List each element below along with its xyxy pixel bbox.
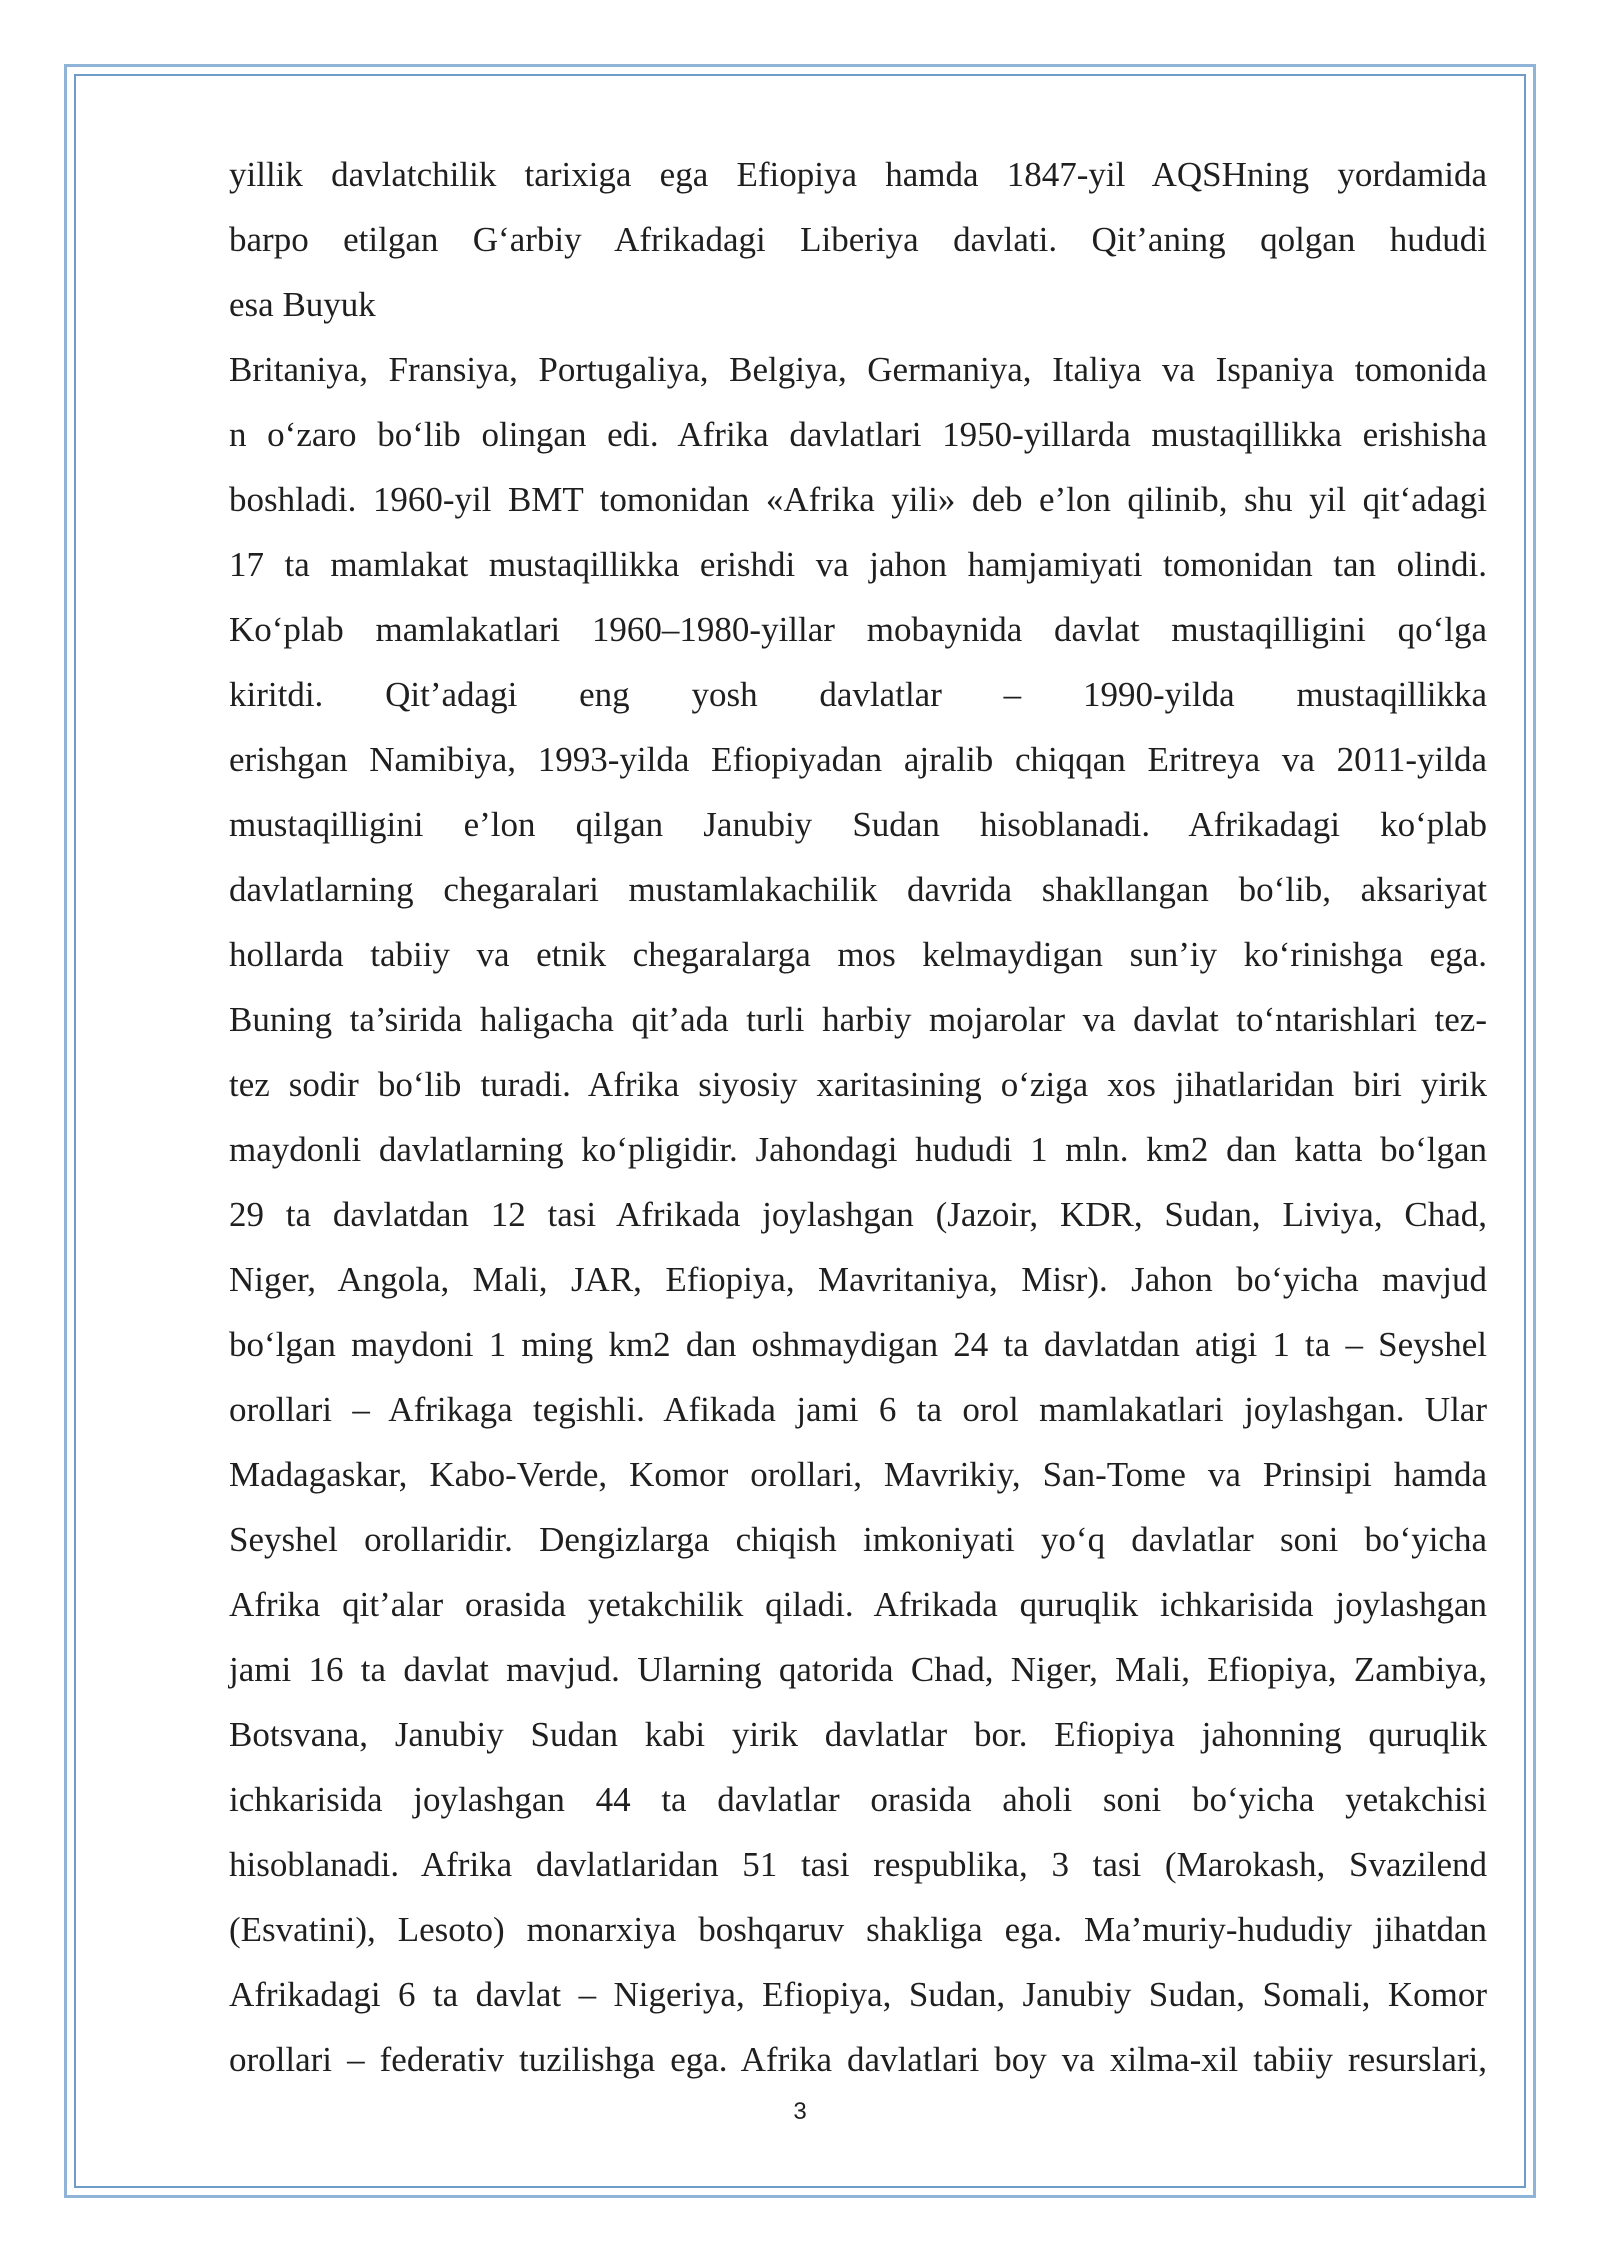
text-line: mustaqilligini e’lon qilgan Janubiy Sudan hisoblanadi. Afrikadagi ko‘plab xyxy=(229,805,1487,844)
text-line: Afrika qit’alar orasida yetakchilik qiladi. Afrikada quruqlik ichkarisida joylashgan xyxy=(229,1585,1487,1624)
text-line: kiritdi. Qit’adagi eng yosh davlatlar – 1990-yilda mustaqillikka xyxy=(229,675,1487,714)
text-line: Afrikadagi 6 ta davlat – Nigeriya, Efiopiya, Sudan, Janubiy Sudan, Somali, Komor xyxy=(229,1975,1487,2014)
text-line: maydonli davlatlarning ko‘pligidir. Jahondagi hududi 1 mln. km2 dan katta bo‘lgan xyxy=(229,1130,1487,1169)
page-number: 3 xyxy=(793,2098,807,2125)
text-line: boshladi. 1960-yil BMT tomonidan «Afrika yili» deb e’lon qilinib, shu yil qit‘adagi xyxy=(229,480,1487,519)
text-line: Niger, Angola, Mali, JAR, Efiopiya, Mavritaniya, Misr). Jahon bo‘yicha mavjud xyxy=(229,1260,1487,1299)
text-line: erishgan Namibiya, 1993-yilda Efiopiyadan ajralib chiqqan Eritreya va 2011-yilda xyxy=(229,740,1487,779)
text-line: Madagaskar, Kabo-Verde, Komor orollari, Mavrikiy, San-Tome va Prinsipi hamda xyxy=(229,1455,1487,1494)
text-line: bo‘lgan maydoni 1 ming km2 dan oshmaydigan 24 ta davlatdan atigi 1 ta – Seyshel xyxy=(229,1325,1487,1364)
text-line: 29 ta davlatdan 12 tasi Afrikada joylashgan (Jazoir, KDR, Sudan, Liviya, Chad, xyxy=(229,1195,1487,1234)
text-line: esa Buyuk xyxy=(229,285,376,324)
text-line: ichkarisida joylashgan 44 ta davlatlar orasida aholi soni bo‘yicha yetakchisi xyxy=(229,1780,1487,1819)
text-line: hisoblanadi. Afrika davlatlaridan 51 tasi respublika, 3 tasi (Marokash, Svazilend xyxy=(229,1845,1487,1884)
text-line: Ko‘plab mamlakatlari 1960–1980-yillar mobaynida davlat mustaqilligini qo‘lga xyxy=(229,610,1487,649)
document-body xyxy=(229,142,1487,2092)
text-line: davlatlarning chegaralari mustamlakachilik davrida shakllangan bo‘lib, aksariyat xyxy=(229,870,1487,909)
text-line: orollari – federativ tuzilishga ega. Afrika davlatlari boy va xilma-xil tabiiy resurslari, xyxy=(229,2040,1487,2079)
text-line: Buning ta’sirida haligacha qit’ada turli harbiy mojarolar va davlat to‘ntarishlari tez- xyxy=(229,1000,1487,1039)
text-line: Britaniya, Fransiya, Portugaliya, Belgiya, Germaniya, Italiya va Ispaniya tomonida xyxy=(229,350,1487,389)
text-line: jami 16 ta davlat mavjud. Ularning qatorida Chad, Niger, Mali, Efiopiya, Zambiya, xyxy=(229,1650,1487,1689)
text-line: yillik davlatchilik tarixiga ega Efiopiya hamda 1847-yil AQSHning yordamida xyxy=(229,155,1487,194)
text-line: Seyshel orollaridir. Dengizlarga chiqish imkoniyati yo‘q davlatlar soni bo‘yicha xyxy=(229,1520,1487,1559)
text-line: orollari – Afrikaga tegishli. Afikada jami 6 ta orol mamlakatlari joylashgan. Ular xyxy=(229,1390,1487,1429)
text-line: 17 ta mamlakat mustaqillikka erishdi va jahon hamjamiyati tomonidan tan olindi. xyxy=(229,545,1487,584)
text-line: tez sodir bo‘lib turadi. Afrika siyosiy xaritasining o‘ziga xos jihatlaridan biri yirik xyxy=(229,1065,1487,1104)
text-line: hollarda tabiiy va etnik chegaralarga mos kelmaydigan sun’iy ko‘rinishga ega. xyxy=(229,935,1487,974)
text-line: n o‘zaro bo‘lib olingan edi. Afrika davlatlari 1950-yillarda mustaqillikka erishisha xyxy=(229,415,1487,454)
text-line: (Esvatini), Lesoto) monarxiya boshqaruv shakliga ega. Ma’muriy-hududiy jihatdan xyxy=(229,1910,1487,1949)
text-line: Botsvana, Janubiy Sudan kabi yirik davlatlar bor. Efiopiya jahonning quruqlik xyxy=(229,1715,1487,1754)
text-line: barpo etilgan G‘arbiy Afrikadagi Liberiya davlati. Qit’aning qolgan hududi xyxy=(229,220,1487,259)
